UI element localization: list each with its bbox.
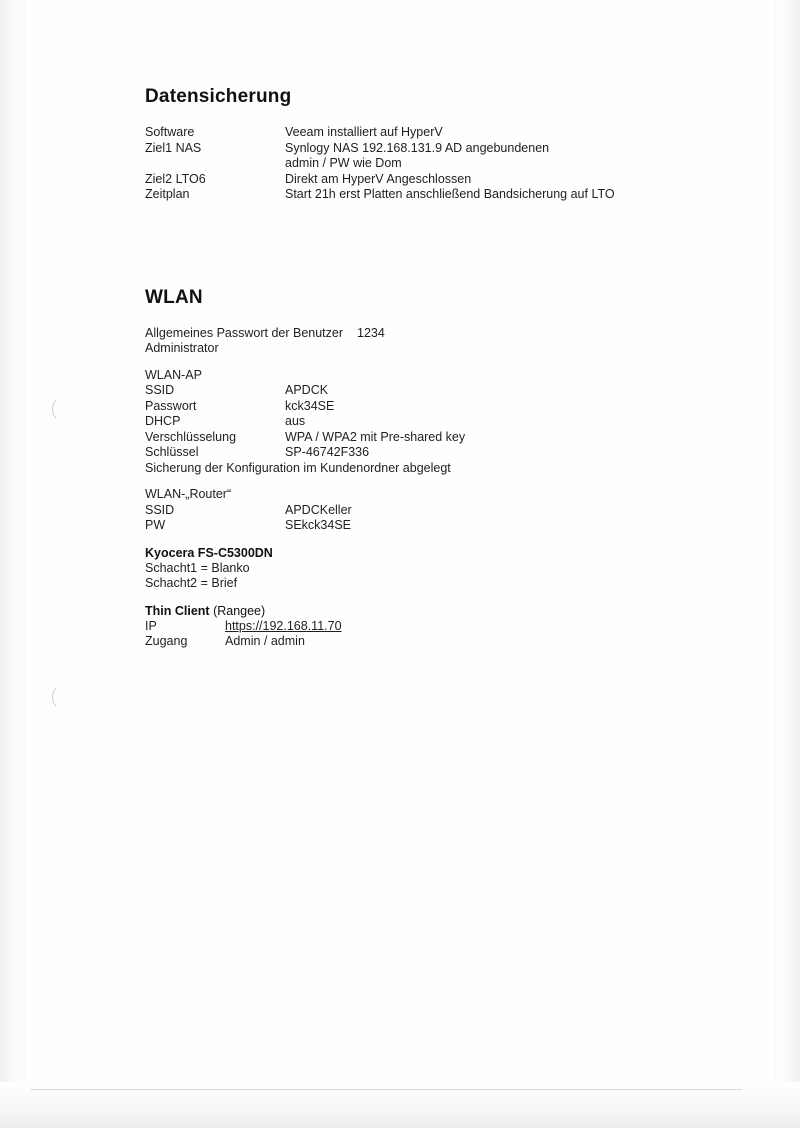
heading-thin-client-bold: Thin Client xyxy=(145,603,210,618)
spacer xyxy=(145,357,705,368)
row-thin-client-ip xyxy=(145,619,705,635)
value-ziel2-lto6: Direkt am HyperV Angeschlossen xyxy=(285,171,472,186)
spacer xyxy=(145,592,705,603)
scan-edge-shadow-right xyxy=(770,0,800,1128)
row-zeitplan xyxy=(145,187,705,203)
row-allgemeines-passwort xyxy=(145,326,705,342)
label-thin-client-ip: IP xyxy=(145,618,157,633)
spacer xyxy=(145,108,705,125)
value-zeitplan: Start 21h erst Platten anschließend Bandsicherung auf LTO xyxy=(285,187,615,201)
document-body xyxy=(145,86,705,650)
scan-bottom-edge-line xyxy=(30,1089,742,1090)
row-thin-client-zugang xyxy=(145,634,705,650)
row-router-pw xyxy=(145,518,705,534)
spacer xyxy=(145,476,705,487)
row-ap-ssid xyxy=(145,383,705,399)
heading-wlan: WLAN xyxy=(145,286,203,308)
note-ap-konfiguration: Sicherung der Konfiguration im Kundenordner abgelegt xyxy=(145,460,451,475)
label-zeitplan: Zeitplan xyxy=(145,187,190,201)
spacer xyxy=(145,265,705,287)
punch-hole-arc-bottom xyxy=(52,683,80,711)
value-ap-passwort: kck34SE xyxy=(285,398,335,413)
heading-wlan-ap: WLAN-AP xyxy=(145,367,202,382)
heading-wlan-router: WLAN-„Router“ xyxy=(145,487,232,501)
link-thin-client-ip[interactable]: https://192.168.11.70 xyxy=(225,618,342,633)
spacer xyxy=(145,203,705,265)
label-router-ssid: SSID xyxy=(145,502,175,517)
row-router-ssid xyxy=(145,503,705,519)
heading-datensicherung: Datensicherung xyxy=(145,86,292,107)
printer-tray2: Schacht2 = Brief xyxy=(145,576,238,590)
value-router-pw: SEkck34SE xyxy=(285,518,352,532)
label-router-pw: PW xyxy=(145,518,166,532)
label-ap-ssid: SSID xyxy=(145,383,175,397)
value-ap-dhcp: aus xyxy=(285,414,306,428)
label-software: Software xyxy=(145,125,195,139)
value-allgemeines-passwort: 1234 xyxy=(357,325,385,340)
label-administrator: Administrator xyxy=(145,341,219,355)
spacer xyxy=(145,309,705,326)
value-ziel1-nas-credentials: admin / PW wie Dom xyxy=(285,156,402,170)
spacer xyxy=(145,534,705,545)
row-ap-dhcp xyxy=(145,414,705,430)
value-thin-client-zugang: Admin / admin xyxy=(225,634,305,648)
label-allgemeines-passwort: Allgemeines Passwort der Benutzer xyxy=(145,325,344,340)
label-thin-client-zugang: Zugang xyxy=(145,634,188,648)
label-ap-schluessel: Schlüssel xyxy=(145,445,199,459)
value-ap-ssid: APDCK xyxy=(285,383,329,397)
row-ap-verschluesselung xyxy=(145,430,705,446)
row-software xyxy=(145,125,705,141)
row-ap-schluessel xyxy=(145,445,705,461)
value-ap-verschluesselung: WPA / WPA2 mit Pre-shared key xyxy=(285,429,466,444)
row-ziel2-lto6 xyxy=(145,172,705,188)
label-ap-verschluesselung: Verschlüsselung xyxy=(145,429,237,444)
value-ap-schluessel: SP-46742F336 xyxy=(285,445,370,459)
heading-thin-client xyxy=(145,603,705,619)
label-ap-passwort: Passwort xyxy=(145,398,197,413)
label-ziel1-nas: Ziel1 NAS xyxy=(145,140,202,155)
label-ziel2-lto6: Ziel2 LTO6 xyxy=(145,171,206,186)
heading-thin-client-model: (Rangee) xyxy=(213,603,266,618)
row-ap-passwort xyxy=(145,399,705,415)
row-ziel1-nas xyxy=(145,141,705,157)
label-ap-dhcp: DHCP xyxy=(145,414,181,428)
heading-kyocera-printer: Kyocera FS-C5300DN xyxy=(145,545,273,560)
value-router-ssid: APDCKeller xyxy=(285,502,352,517)
printer-tray1: Schacht1 = Blanko xyxy=(145,560,250,575)
punch-hole-arc-top xyxy=(52,395,80,423)
value-software: Veeam installiert auf HyperV xyxy=(285,125,443,139)
value-ziel1-nas: Synlogy NAS 192.168.131.9 AD angebundenen xyxy=(285,140,550,155)
